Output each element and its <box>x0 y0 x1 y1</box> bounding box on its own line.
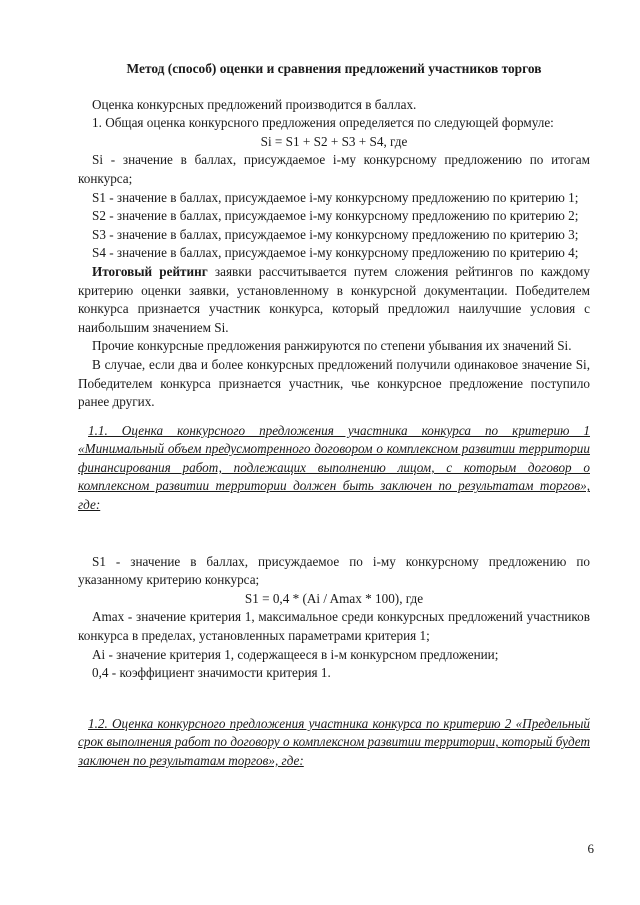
section-1-1-heading <box>78 422 590 515</box>
definition-s2: S2 - значение в баллах, присуждаемое i-му конкурсному предложению по критерию 2; <box>92 208 579 224</box>
spacer <box>78 683 590 705</box>
section-1-1-text: 1.1. Оценка конкурсного предложения участника конкурса по критерию 1 «Минимальный объем предусмотренного договором о комплексном развитии территории финансирования работ, подлежащих выполнению лицом, с которым договор о комплексном развитии территории должен быть заключен по результатам торгов», где: <box>78 422 590 513</box>
definition-si: Si - значение в баллах, присуждаемое i-му конкурсному предложению по итогам конкурса; <box>78 152 590 186</box>
s1-definition-paragraph: S1 - значение в баллах, присуждаемое по i-му конкурсному предложению по указанному критерию конкурса; <box>78 553 590 588</box>
document-title: Метод (способ) оценки и сравнения предложений участников торгов <box>126 61 542 76</box>
final-rating-paragraph <box>78 263 590 337</box>
definition-s4: S4 - значение в баллах, присуждаемое i-му конкурсному предложению по критерию 4; <box>92 245 579 261</box>
coefficient-definition: 0,4 - коэффициент значимости критерия 1. <box>92 665 331 681</box>
ranking-paragraph: Прочие конкурсные предложения ранжируются по степени убывания их значений Si. <box>92 338 572 354</box>
main-formula: Si = S1 + S2 + S3 + S4, где <box>260 133 408 149</box>
definition-s3: S3 - значение в баллах, присуждаемое i-му конкурсному предложению по критерию 3; <box>92 226 579 242</box>
spacer <box>78 515 590 553</box>
final-rating-term: Итоговый рейтинг <box>92 263 208 279</box>
item-1-paragraph: 1. Общая оценка конкурсного предложения определяется по следующей формуле: <box>92 115 554 131</box>
page-number: 6 <box>587 841 594 856</box>
s1-formula: S1 = 0,4 * (Ai / Amax * 100), где <box>244 590 424 606</box>
intro-paragraph: Оценка конкурсных предложений производится в баллах. <box>92 96 417 112</box>
final-rating-text: заявки рассчитывается путем сложения рейтингов по каждому критерию оценки заявки, установленному в конкурсной документации. Победителем конкурса признается участник конкурса, который предложил наилучшие условия с наибольшим значением Si. <box>78 263 590 335</box>
section-1-2-heading <box>78 715 590 771</box>
definition-s1: S1 - значение в баллах, присуждаемое i-му конкурсному предложению по критерию 1; <box>92 189 579 205</box>
section-1-2-text: 1.2. Оценка конкурсного предложения участника конкурса по критерию 2 «Предельный срок выполнения работ по договору о комплексном развитии территории, который будет заключен по результатам торгов», где: <box>78 715 590 768</box>
equal-score-paragraph: В случае, если два и более конкурсных предложений получили одинаковое значение Si, Победителем конкурса признается участник, чье конкурсное предложение поступило ранее других. <box>78 356 590 410</box>
amax-definition: Amax - значение критерия 1, максимальное среди конкурсных предложений участников конкурса в пределах, установленных параметрами критерия 1; <box>78 609 590 644</box>
ai-definition: Ai - значение критерия 1, содержащееся в i-м конкурсном предложении; <box>92 646 499 662</box>
